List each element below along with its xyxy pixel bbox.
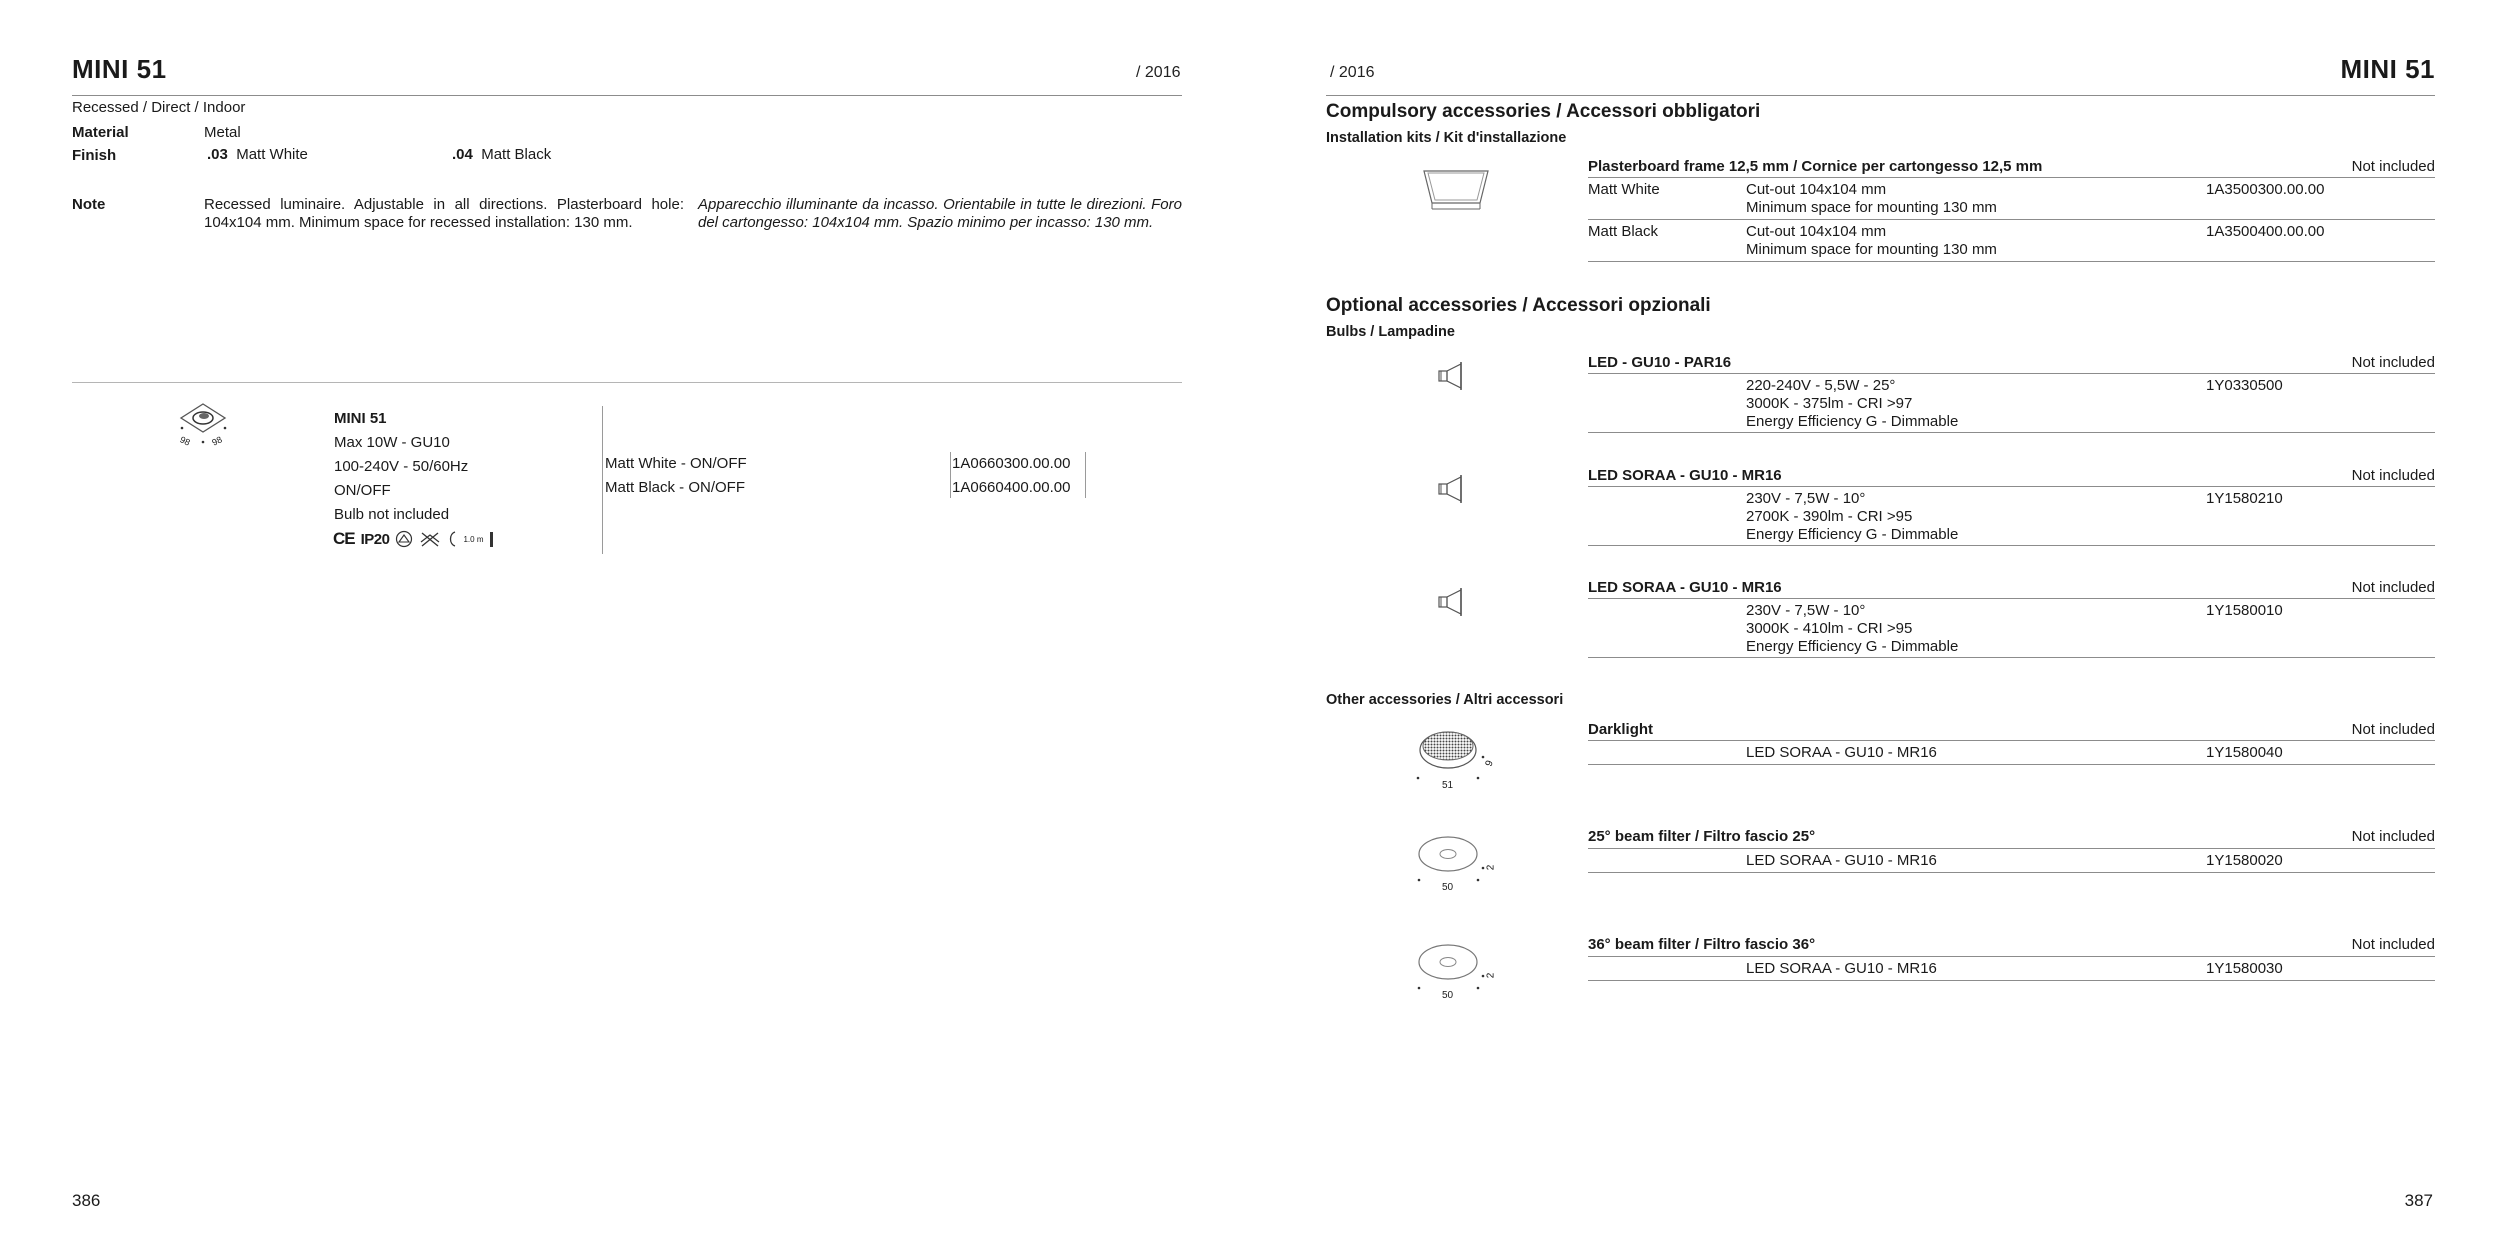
finish-label: Finish	[72, 147, 117, 164]
bulb-code: 1Y0330500	[2206, 377, 2283, 394]
dimension-width: 51	[1442, 780, 1454, 791]
bulb-drawing	[1437, 358, 1477, 394]
bulb-spec: 220-240V - 5,5W - 25°	[1746, 377, 1896, 394]
bulb-spec: 3000K - 410lm - CRI >95	[1746, 620, 1913, 637]
product-name: MINI 51	[334, 410, 387, 427]
accessory-status: Not included	[2351, 936, 2435, 953]
installation-heading: Installation kits / Kit d'installazione	[1326, 130, 1567, 146]
bulb-code: 1Y1580210	[2206, 490, 2283, 507]
plasterboard-desc: Cut-out 104x104 mm	[1746, 223, 1887, 240]
plasterboard-code: 1A3500300.00.00	[2206, 181, 2325, 198]
row-divider	[1588, 657, 2435, 658]
accessory-code: 1Y1580040	[2206, 744, 2283, 761]
dimension-width: 50	[1442, 990, 1454, 1001]
min-distance-label: 1.0 m	[463, 534, 484, 544]
dimension-height: 2	[1485, 972, 1497, 979]
bulb-icon	[1437, 471, 1477, 507]
filter-36-drawing	[1412, 940, 1502, 1006]
row-divider	[1588, 486, 2435, 487]
plasterboard-desc: Minimum space for mounting 130 mm	[1746, 241, 1997, 258]
darklight-icon	[1412, 722, 1502, 784]
bulb-spec: 2700K - 390lm - CRI >95	[1746, 508, 1913, 525]
variant-name: Matt White - ON/OFF	[605, 455, 747, 472]
product-subtitle: Recessed / Direct / Indoor	[72, 99, 246, 116]
bulb-spec: 230V - 7,5W - 10°	[1746, 602, 1866, 619]
ce-mark-icon: CE	[333, 529, 355, 548]
filter-25-drawing	[1412, 832, 1502, 898]
bulb-title: LED - GU10 - PAR16	[1588, 354, 1732, 371]
column-separator	[602, 406, 603, 554]
beam-filter-icon	[1412, 832, 1502, 888]
no-cover-icon	[419, 530, 441, 548]
beam-filter-icon	[1412, 940, 1502, 996]
finish-option-white	[207, 146, 308, 164]
finish-name: Matt Black	[481, 146, 552, 163]
dimension-height: 9	[1483, 759, 1496, 768]
bulb-spec: Energy Efficiency G - Dimmable	[1746, 413, 1959, 430]
plasterboard-desc: Cut-out 104x104 mm	[1746, 181, 1887, 198]
product-drawing	[172, 400, 234, 452]
bulb-code: 1Y1580010	[2206, 602, 2283, 619]
right-page-title: MINI 51	[2340, 54, 2435, 84]
bulb-status: Not included	[2351, 579, 2435, 596]
row-divider	[1588, 373, 2435, 374]
bulb-status: Not included	[2351, 354, 2435, 371]
dimension-width: 50	[1442, 882, 1454, 893]
other-heading: Other accessories / Altri accessori	[1326, 692, 1564, 708]
bulb-spec: Energy Efficiency G - Dimmable	[1746, 638, 1959, 655]
product-spec: ON/OFF	[334, 482, 391, 499]
row-divider	[1588, 872, 2435, 873]
optional-heading: Optional accessories / Accessori opzionali	[1326, 295, 1711, 316]
code-separator	[1085, 452, 1086, 498]
right-page-year: / 2016	[1330, 64, 1375, 81]
class-1-icon	[395, 530, 413, 548]
compulsory-heading: Compulsory accessories / Accessori obbligatori	[1326, 101, 1761, 122]
plasterboard-frame-drawing	[1422, 163, 1490, 213]
row-divider	[1588, 956, 2435, 957]
bulb-spec: 230V - 7,5W - 10°	[1746, 490, 1866, 507]
row-divider	[1588, 545, 2435, 546]
plasterboard-code: 1A3500400.00.00	[2206, 223, 2325, 240]
row-divider	[1588, 764, 2435, 765]
frame-icon	[1422, 163, 1490, 213]
accessory-status: Not included	[2351, 721, 2435, 738]
material-label: Material	[72, 124, 129, 141]
accessory-status: Not included	[2351, 828, 2435, 845]
plasterboard-desc: Minimum space for mounting 130 mm	[1746, 199, 1997, 216]
row-divider	[1588, 598, 2435, 599]
darklight-drawing	[1412, 722, 1502, 792]
accessory-desc: LED SORAA - GU10 - MR16	[1746, 960, 1937, 977]
bulb-drawing	[1437, 584, 1477, 620]
left-page-year: / 2016	[1136, 64, 1181, 81]
finish-code: .03	[207, 146, 228, 163]
product-spec: Max 10W - GU10	[334, 434, 450, 451]
finish-code: .04	[452, 146, 473, 163]
row-divider	[1588, 848, 2435, 849]
plasterboard-title: Plasterboard frame 12,5 mm / Cornice per cartongesso 12,5 mm	[1588, 158, 2043, 175]
variant-name: Matt Black - ON/OFF	[605, 479, 746, 496]
finish-option-black	[452, 146, 551, 164]
accessory-code: 1Y1580020	[2206, 852, 2283, 869]
bulb-status: Not included	[2351, 467, 2435, 484]
finish-name: Matt White	[236, 146, 308, 163]
dimension-width: 98	[178, 434, 192, 448]
bulb-spec: Energy Efficiency G - Dimmable	[1746, 526, 1959, 543]
left-page-number: 386	[72, 1191, 101, 1210]
bulbs-heading: Bulbs / Lampadine	[1326, 324, 1455, 340]
right-title-divider	[1326, 95, 2435, 96]
right-page-number: 387	[2404, 1191, 2433, 1210]
accessory-desc: LED SORAA - GU10 - MR16	[1746, 852, 1937, 869]
row-divider	[1588, 219, 2435, 220]
plasterboard-status: Not included	[2351, 158, 2435, 175]
accessory-code: 1Y1580030	[2206, 960, 2283, 977]
min-distance-icon	[447, 530, 457, 548]
plasterboard-finish: Matt White	[1588, 181, 1660, 198]
row-divider	[1588, 740, 2435, 741]
ip20-icon: IP20	[360, 530, 390, 548]
bulb-drawing	[1437, 471, 1477, 507]
product-spec: 100-240V - 50/60Hz	[334, 458, 469, 475]
row-divider	[1588, 177, 2435, 178]
section-divider	[72, 382, 1182, 383]
accessory-title: Darklight	[1588, 721, 1654, 738]
accessory-desc: LED SORAA - GU10 - MR16	[1746, 744, 1937, 761]
row-divider	[1588, 261, 2435, 262]
bulb-icon	[1437, 358, 1477, 394]
accessory-title: 25° beam filter / Filtro fascio 25°	[1588, 828, 1816, 845]
note-italian: Apparecchio illuminante da incasso. Orientabile in tutte le direzioni. Foro del cartongesso: 104x104 mm. Spazio minimo per incasso: 130 mm.	[698, 196, 1182, 231]
note-english: Recessed luminaire. Adjustable in all directions. Plasterboard hole: 104x104 mm. Minimum space for recessed installation: 130 mm.	[204, 196, 684, 231]
variant-code: 1A0660300.00.00	[952, 455, 1071, 472]
product-spec: Bulb not included	[334, 506, 450, 523]
code-separator	[950, 452, 951, 498]
bulb-spec: 3000K - 375lm - CRI >97	[1746, 395, 1913, 412]
bar-icon	[490, 532, 493, 547]
bulb-icon	[1437, 584, 1477, 620]
left-page-title: MINI 51	[72, 54, 167, 84]
bulb-title: LED SORAA - GU10 - MR16	[1588, 579, 1782, 596]
plasterboard-finish: Matt Black	[1588, 223, 1659, 240]
material-value: Metal	[204, 124, 241, 141]
accessory-title: 36° beam filter / Filtro fascio 36°	[1588, 936, 1816, 953]
dimension-height: 2	[1485, 864, 1497, 871]
certification-icons	[333, 530, 493, 548]
bulb-title: LED SORAA - GU10 - MR16	[1588, 467, 1782, 484]
left-title-divider	[72, 95, 1182, 96]
variant-code: 1A0660400.00.00	[952, 479, 1071, 496]
dimension-depth: 98	[210, 434, 224, 448]
row-divider	[1588, 980, 2435, 981]
row-divider	[1588, 432, 2435, 433]
note-label: Note	[72, 196, 106, 213]
